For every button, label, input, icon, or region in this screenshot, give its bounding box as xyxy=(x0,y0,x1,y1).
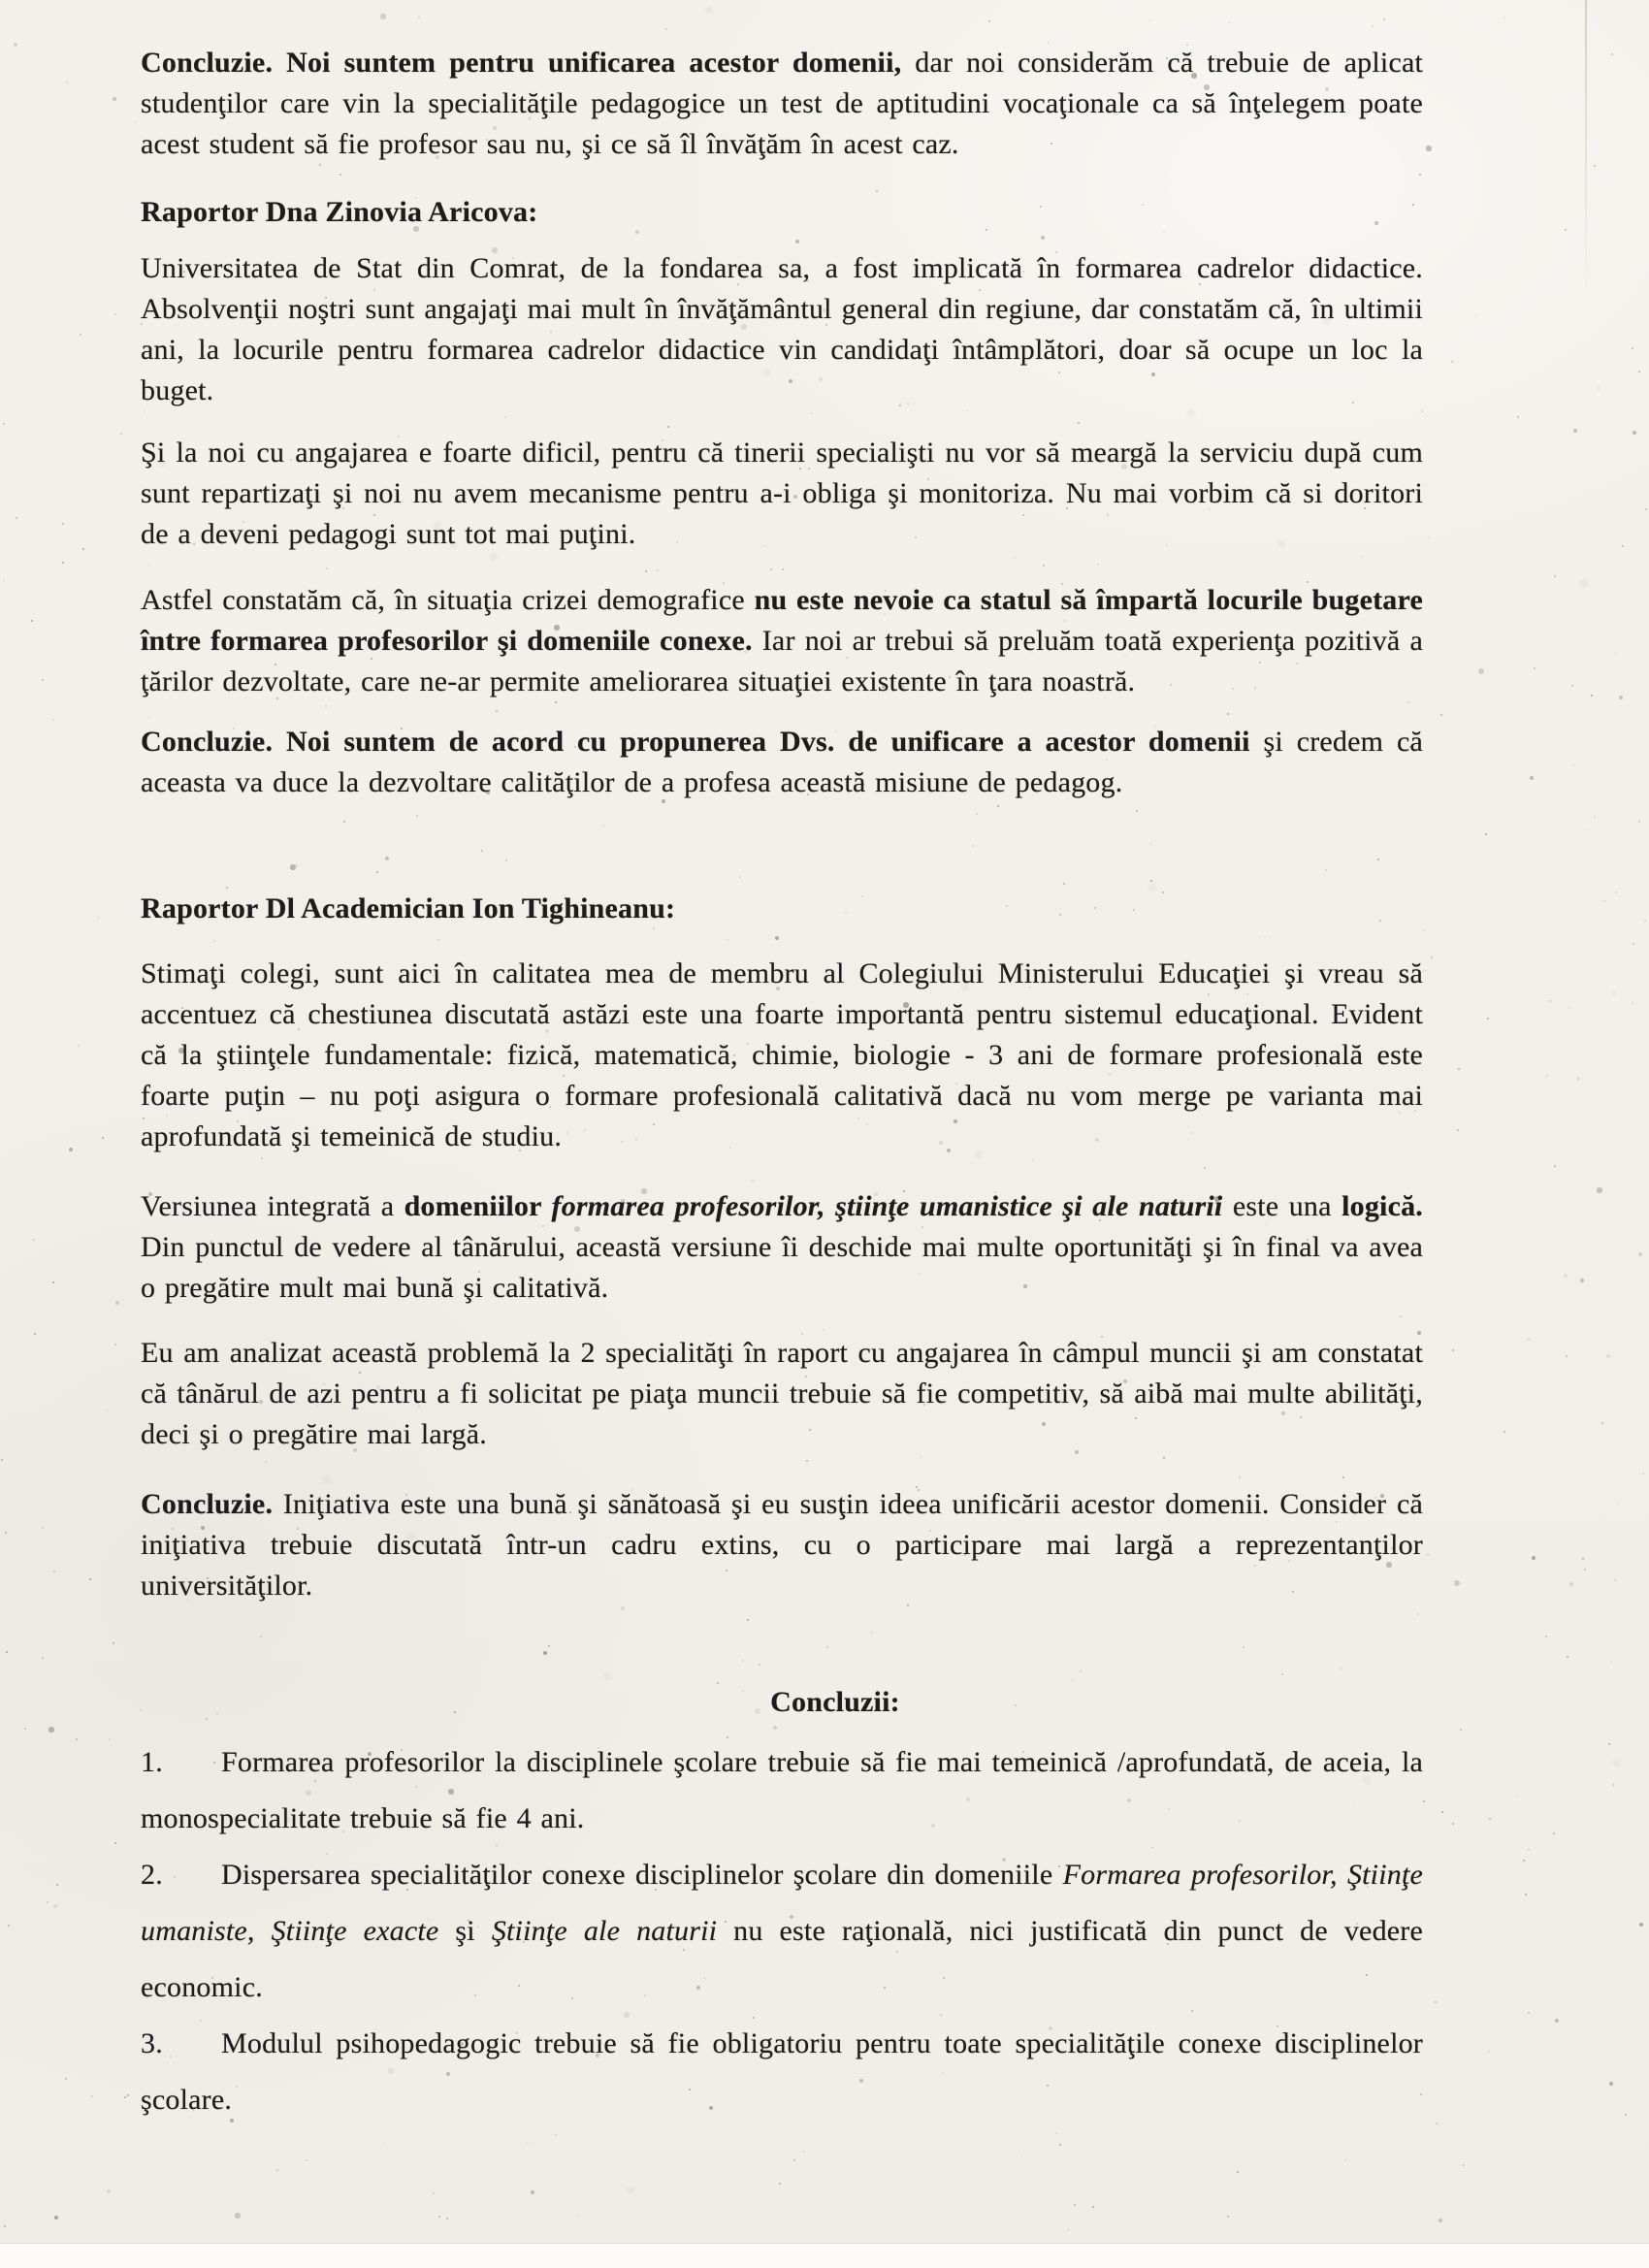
paragraph-employment-difficulties xyxy=(141,433,1423,555)
text-run: Concluzii: xyxy=(770,1686,900,1718)
paragraph-labour-market-analysis xyxy=(141,1333,1423,1455)
text-run: Raportor Dna Zinovia Aricova: xyxy=(141,196,538,228)
text-run: şi credem că aceasta va duce la dezvoltare calităţilor de a profesa această misiune de pedagog. xyxy=(141,726,1423,798)
conclusions-heading xyxy=(141,1682,1423,1723)
paragraph-ministry-college-member xyxy=(141,954,1423,1157)
text-run: formarea profesorilor, ştiinţe umanistice şi ale naturii xyxy=(551,1190,1223,1222)
conclusion-paragraph-aricova xyxy=(141,722,1423,803)
text-run: Concluzie. xyxy=(141,1488,274,1520)
text-run: logică. xyxy=(1342,1190,1423,1222)
text-run: Versiunea integrată a xyxy=(141,1190,404,1222)
text-run: domeniilor xyxy=(404,1190,552,1222)
text-run: Iar noi ar trebui să preluăm toată experienţa pozitivă a ţărilor dezvoltate, care ne-ar permite ameliorarea situaţiei existente în ţara noastră. xyxy=(141,625,1423,697)
text-run: Eu am analizat această problemă la 2 specialităţi în raport cu angajarea în câmpul muncii şi am constatat că tânărul de azi pentru a fi solicitat pe piaţa muncii trebuie să fie competitiv, să aibă mai multe abilităţi, deci şi o pregătire mai largă. xyxy=(141,1337,1423,1450)
conclusion-paragraph-tighineanu xyxy=(141,1484,1423,1606)
text-run: Concluzie. Noi suntem de acord cu propunerea Dvs. de unificare a acestor domenii xyxy=(141,726,1250,758)
scan-noise-layer xyxy=(0,0,2,2)
list-number: 3. xyxy=(141,2027,163,2059)
paragraph-demographic-crisis xyxy=(141,580,1423,702)
text-run: Universitatea de Stat din Comrat, de la fondarea sa, a fost implicată în formarea cadrelor didactice. Absolvenţii noştri sunt angajaţi mai mult în învăţământul general din regiune, dar constatăm că, în ultimii ani, la locurile pentru formarea cadrelor didactice vin candidaţi întâmplători, doar să ocupe un loc la buget. xyxy=(141,252,1423,406)
text-run: Şi la noi cu angajarea e foarte dificil, pentru că tinerii specialişti nu vor să meargă la serviciu după cum sunt repartizaţi şi noi nu avem mecanisme pentru a-i obliga şi monitoriza. Nu mai vorbim că si doritori de a deveni pedagogi sunt tot mai puţini. xyxy=(141,437,1423,550)
text-run: Concluzie. Noi suntem pentru unificarea acestor domenii, xyxy=(141,47,902,79)
text-run: nu este nevoie ca statul să împartă locurile bugetare între formarea profesorilor şi domeniile conexe. xyxy=(141,584,1423,657)
list-number: 1. xyxy=(141,1746,163,1778)
paragraph-comrat-university xyxy=(141,248,1423,411)
text-run: şi xyxy=(438,1915,492,1947)
scan-edge-line xyxy=(1585,0,1587,301)
document-body xyxy=(141,43,1423,2128)
text-run: nu este raţională, nici justificată din punct de vedere economic. xyxy=(141,1915,1423,2003)
text-run: Formarea profesorilor, Ştiinţe umaniste, Ştiinţe exacte xyxy=(141,1859,1423,1947)
text-run: Astfel constatăm că, în situaţia crizei demografice xyxy=(141,584,755,616)
list-number: 2. xyxy=(141,1859,163,1891)
speaker-heading-zinovia-aricova xyxy=(141,192,1423,233)
paragraph-integrated-version xyxy=(141,1186,1423,1309)
text-run: Iniţiativa este una bună şi sănătoasă şi eu susţin ideea unificării acestor domenii. Consider că iniţiativa trebuie discutată într-un cadru extins, cu o participare mai largă a reprezentanţilor universităţilor. xyxy=(141,1488,1423,1602)
text-run: Stimaţi colegi, sunt aici în calitatea mea de membru al Colegiului Ministerului Educaţiei şi vreau să accentuez că chestiunea discutată astăzi este una foarte importantă pentru sistemul educaţional. Evident că la ştiinţele fundamentale: fizică, matematică, chimie, biologie - 3 ani de formare profesională este foarte puţin – nu poţi asigura o formare profesională calitativă dacă nu vom merge pe varianta mai aprofundată şi temeinică de studiu. xyxy=(141,957,1423,1152)
text-run: Raportor Dl Academician Ion Tighineanu: xyxy=(141,892,676,924)
conclusion-paragraph-rector xyxy=(141,43,1423,165)
text-run: Ştiinţe ale naturii xyxy=(491,1915,718,1947)
conclusion-item-3 xyxy=(141,2016,1423,2128)
text-run: Modulul psihopedagogic trebuie să fie obligatoriu pentru toate specialităţile conexe disciplinelor şcolare. xyxy=(141,2027,1423,2116)
speaker-heading-ion-tighineanu xyxy=(141,889,1423,929)
text-run: Formarea profesorilor la disciplinele şcolare trebuie să fie mai temeinică /aprofundată, de aceia, la monospecialitate trebuie să fie 4 ani. xyxy=(141,1746,1423,1834)
text-run: Dispersarea specialităţilor conexe disciplinelor şcolare din domeniile xyxy=(221,1859,1063,1891)
text-run: dar noi considerăm că trebuie de aplicat studenţilor care vin la specialităţile pedagogice un test de aptitudini vocaţionale ca să înţelegem poate acest student să fie profesor sau nu, şi ce să îl învăţăm în acest caz. xyxy=(141,47,1424,160)
text-run: Din punctul de vedere al tânărului, această versiune îi deschide mai multe oportunităţi şi în final va avea o pregătire mult mai bună şi calitativă. xyxy=(141,1231,1423,1304)
conclusion-item-2 xyxy=(141,1847,1423,2016)
conclusion-item-1 xyxy=(141,1734,1423,1847)
scanner-bottom-edge xyxy=(0,2243,1649,2268)
text-run: este una xyxy=(1222,1190,1342,1222)
